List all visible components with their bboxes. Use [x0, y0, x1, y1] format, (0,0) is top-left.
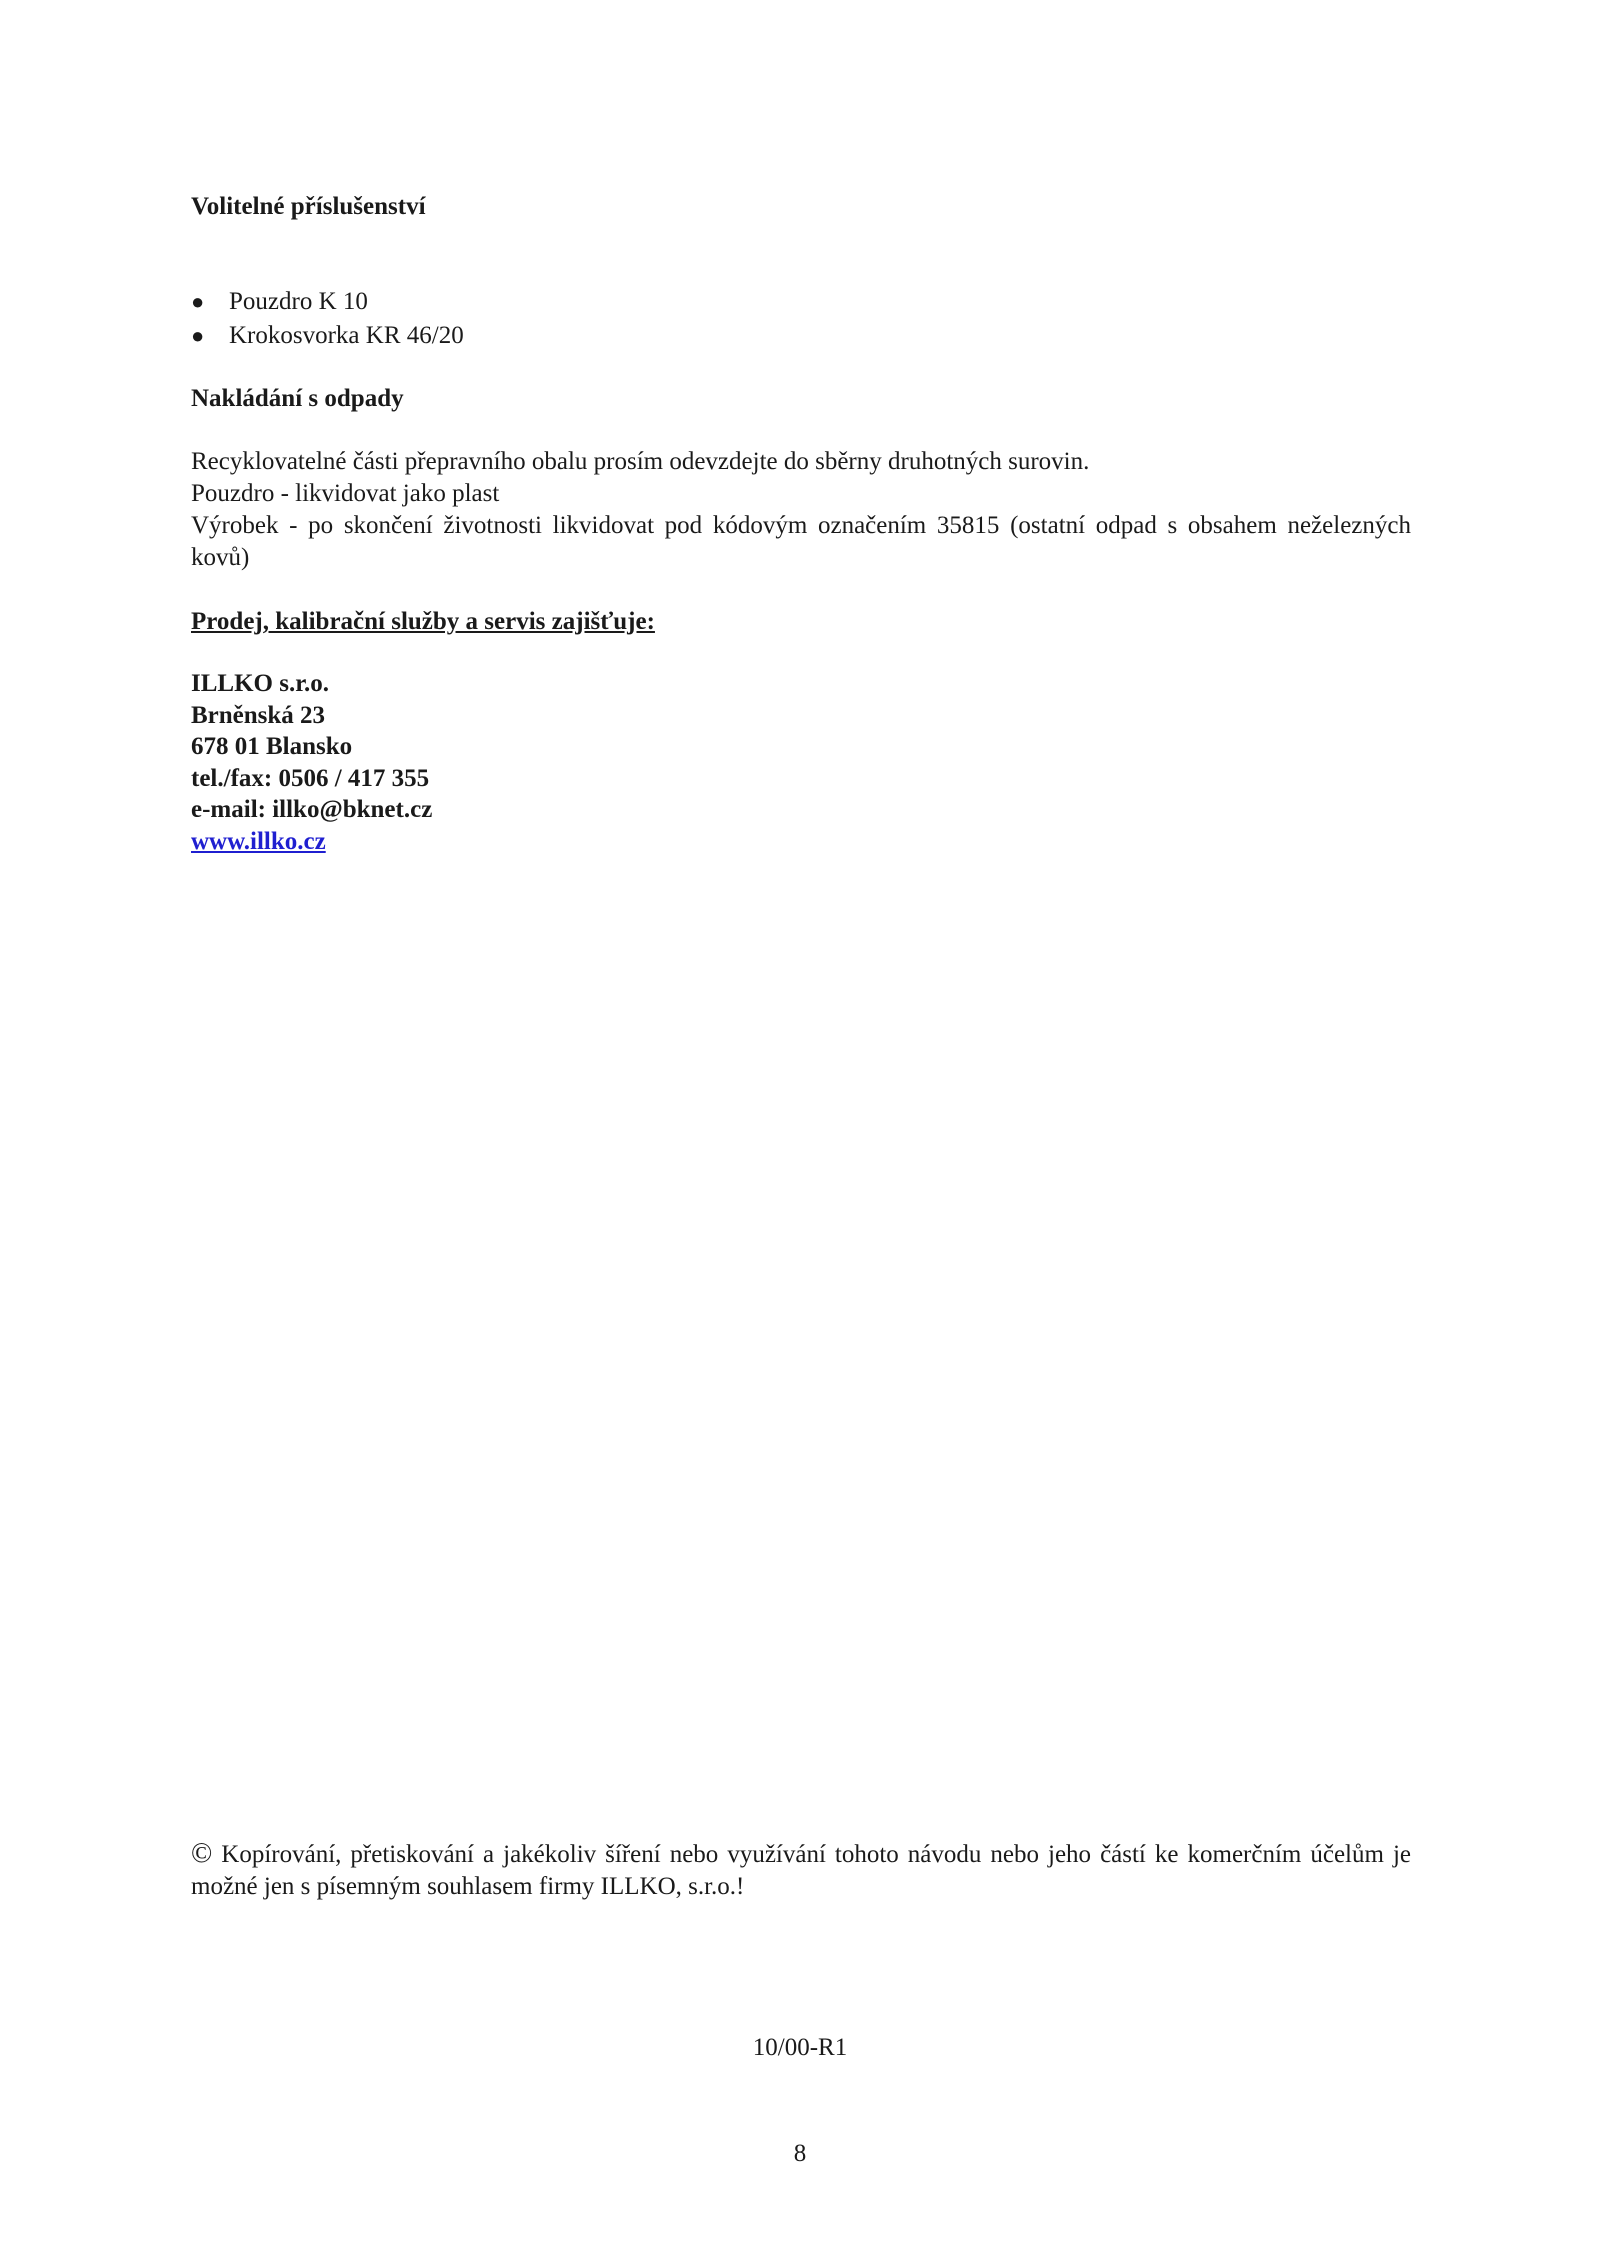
website-link[interactable]: www.illko.cz: [191, 827, 326, 855]
contact-block: [191, 668, 1411, 857]
copyright-icon: ©: [191, 1838, 213, 1869]
page-number: 8: [793, 2140, 807, 2167]
accessories-heading: Volitelné příslušenství: [191, 193, 426, 220]
list-item: [191, 319, 1411, 353]
waste-heading: Nakládání s odpady: [191, 385, 404, 412]
company-name: ILLKO s.r.o.: [191, 670, 330, 697]
email-address: e-mail: illko@bknet.cz: [191, 796, 433, 823]
bullet-icon: ●: [191, 323, 205, 348]
bullet-icon: ●: [191, 289, 205, 314]
street-address: Brněnská 23: [191, 701, 326, 729]
revision-code: 10/00-R1: [752, 2034, 848, 2061]
waste-section: [191, 446, 1411, 574]
list-item: [191, 285, 1411, 319]
waste-line-2: Pouzdro - likvidovat jako plast: [191, 480, 500, 507]
waste-line-1: Recyklovatelné části přepravního obalu prosím odevzdejte do sběrny druhotných surovin.: [191, 448, 1090, 475]
copyright-text: Kopírování, přetiskování a jakékoliv šíření nebo využívání tohoto návodu nebo jeho částí ke komerčním účelům je možné jen s písemným souhlasem firmy ILLKO, s.r.o.!: [191, 1841, 1411, 1900]
service-heading: Prodej, kalibrační služby a servis zajišťuje:: [191, 608, 655, 635]
copyright-notice: [191, 1838, 1411, 1903]
city-address: 678 01 Blansko: [191, 733, 353, 760]
accessory-label: Krokosvorka KR 46/20: [229, 322, 464, 349]
waste-line-3: Výrobek - po skončení životnosti likvidovat pod kódovým označením 35815 (ostatní odpad s obsahem neželezných kovů): [191, 512, 1411, 571]
accessory-label: Pouzdro K 10: [229, 288, 368, 315]
phone-fax: tel./fax: 0506 / 417 355: [191, 764, 430, 792]
accessories-list: [191, 285, 1411, 353]
